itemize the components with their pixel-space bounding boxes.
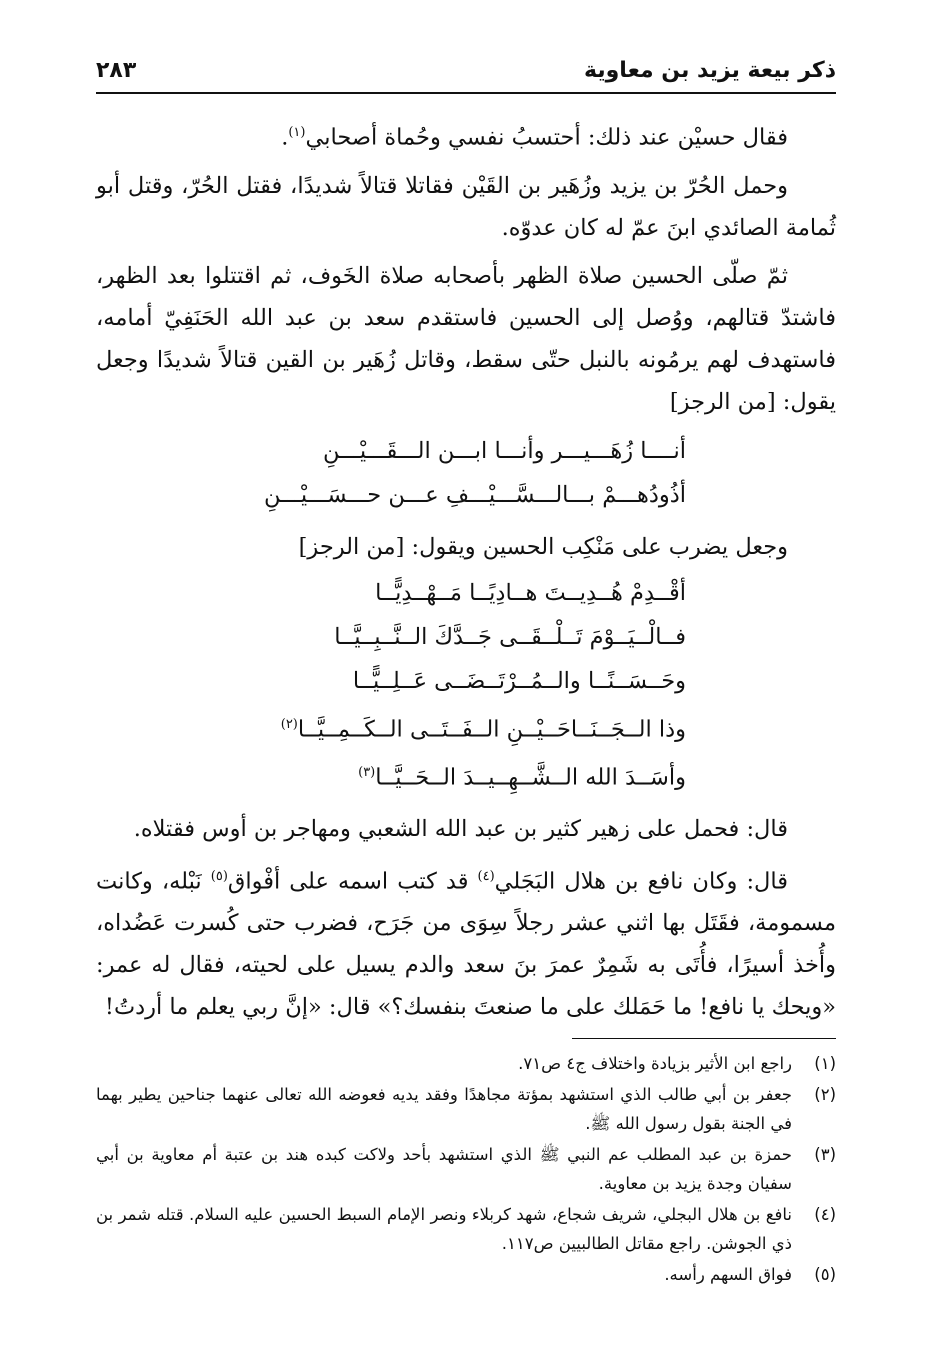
paragraph-1-text: فقال حسيْن عند ذلك: أحتسبُ نفسي وحُماة أصحابي: [305, 124, 788, 151]
paragraph-5-part-b: قد كتب اسمه على أفْواق: [227, 868, 478, 894]
footnote-ref-1: (١): [288, 125, 306, 140]
verse-line: أذُودُهـــمْ بـــالـــسَّـــيْـــفِ عـــن حـــسَـــيْـــنِ: [263, 481, 686, 508]
footnote-ref-5: (٥): [210, 868, 228, 884]
verse-line-text: وأسَــدَ الله الــشَّــهِــيــدَ الــحَــيَّــا: [375, 764, 686, 791]
paragraph-2: وحمل الحُرّ بن يزيد وزُهَير بن القَيْن فقاتلا قتالاً شديدًا، فقتل الحُرّ، وقتل أبو ثُمامة الصائدي ابنَ عمّ له كان عدوّه.: [96, 172, 836, 241]
footnote-2: [96, 1080, 836, 1138]
verse-line-text: وذا الــجَــنَــاحَــيْــنِ الــفَــتَــى الــكَــمِــيَّــا: [297, 716, 686, 742]
verse-line: أنــــا زُهَـــيـــر وأنـــا ابـــن الـــقَـــيْـــنِ: [323, 437, 686, 464]
verse-block-zuhair: [96, 429, 836, 517]
verse-line: [96, 751, 686, 800]
paragraph-5-part-c: نَبْله، وكانت مسمومة، فقَتَل بها اثني عشر رجلاً سِوَى من جَرَح، فضرب حتى كُسرت عَضُداه، وأُخذ أسيرًا، فأُتَى به شَمِرٌ عمرَ بنَ سعد والدم يسيل على لحيته، فقال له عمر: «ويحك يا نافع! ما حَمَلك على ما صنعتَ بنفسك؟» قال: «إنَّ ربي يعلم ما أردتُ!: [96, 868, 836, 1020]
verse-block-rajaz: [96, 571, 836, 800]
verse-line: وحَــسَــنًــا والــمُــرْتَــضَــى عَــلِــيًّــا: [352, 667, 686, 694]
footnote-3: [96, 1140, 836, 1198]
paragraph-3: ثمّ صلّى الحسين صلاة الظهر بأصحابه صلاة الخَوف، ثم اقتتلوا بعد الظهر، فاشتدّ قتالهم، ووُصل إلى الحسين فاستقدم سعد بن عبد الله الحَنَفِيّ أمامه، فاستهدف لهم يرمُونه بالنبل حتّى سقط، وقاتل زُهَير بن القين قتالاً شديدًا وجعل يقول: [من الرجز]: [96, 262, 836, 415]
footnote-text: نافع بن هلال البجلي، شريف شجاع، شهد كربلاء ونصر الإمام السبط الحسين عليه السلام. قتله شمر بن ذي الجوشن. راجع مقاتل الطالبيين ص١١٧.: [96, 1205, 792, 1253]
paragraph-1-end: .: [281, 124, 289, 151]
footnote-text: راجع ابن الأثير بزيادة واختلاف ج٤ ص٧١.: [518, 1054, 792, 1073]
footnote-number: (٤): [814, 1205, 836, 1224]
footnote-text: جعفر بن أبي طالب الذي استشهد بمؤتة مجاهدًا وفقد يديه فعوضه الله تعالى عنهما جناحين يطير بهما في الجنة بقول رسول الله ﷺ.: [96, 1085, 792, 1133]
verse-line: فــالْــيَــوْمَ تَــلْــقَــى جَــدَّكَ الــنَّــبِــيَّــا: [334, 623, 686, 650]
paragraph-5-part-a: قال: وكان نافع بن هلال البَجَلي: [494, 868, 788, 894]
verse-line: [96, 703, 686, 752]
footnote-number: (٥): [814, 1265, 836, 1284]
footnote-ref-4: (٤): [477, 868, 495, 884]
verse-line: أقْــدِمْ هُــدِيــتَ هــادِيًــا مَــهْــدِيًّــا: [375, 579, 686, 606]
footnote-number: (١): [814, 1054, 836, 1073]
paragraph-1: [96, 112, 836, 159]
footnote-number: (٣): [814, 1145, 836, 1164]
footnote-1: [96, 1049, 836, 1078]
paragraph-4: قال: فحمل على زهير كثير بن عبد الله الشعبي ومهاجر بن أوس فقتلاه.: [133, 815, 788, 842]
body-text: [96, 112, 836, 1028]
footnote-ref-3: (٣): [358, 765, 376, 780]
footnote-ref-2: (٢): [280, 716, 298, 732]
footnote-4: [96, 1200, 836, 1258]
running-header: [96, 58, 836, 94]
footnote-divider: [572, 1038, 836, 1039]
footnote-text: حمزة بن عبد المطلب عم النبي ﷺ الذي استشهد بأحد ولاكت كبده هند بن عتبة أم معاوية بن أبي سفيان وجدة يزيد بن معاوية.: [96, 1145, 792, 1193]
page-number: ٢٨٣: [96, 58, 137, 83]
running-title: ذكر بيعة يزيد بن معاوية: [584, 58, 836, 83]
page: [96, 58, 836, 1034]
footnote-number: (٢): [814, 1085, 836, 1104]
footnotes: [96, 1038, 836, 1291]
paragraph-5: [96, 856, 836, 1029]
footnote-5: [96, 1260, 836, 1289]
verse-intro: وجعل يضرب على مَنْكِب الحسين ويقول: [من الرجز]: [298, 533, 788, 560]
footnote-text: فواق السهم رأسه.: [664, 1265, 792, 1284]
